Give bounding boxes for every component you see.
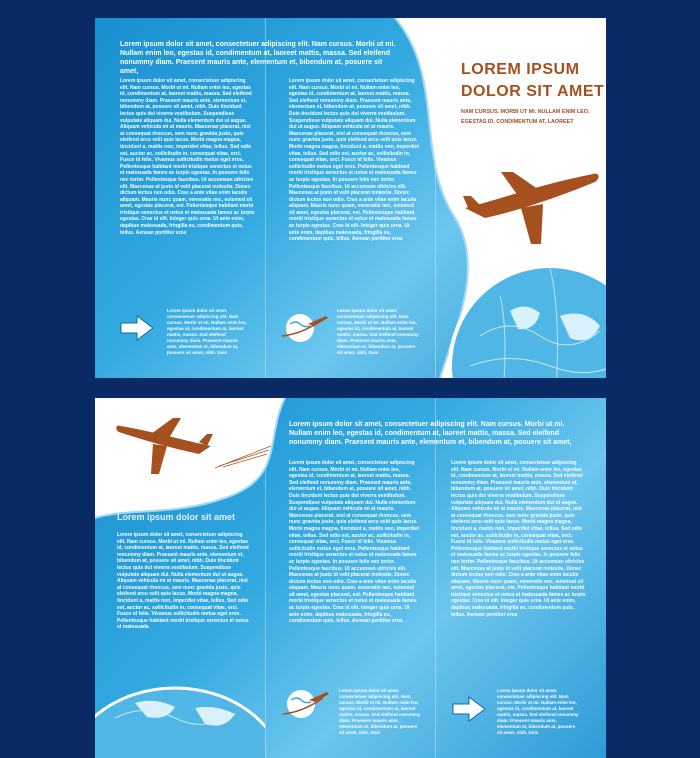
brochure-outside [95,18,606,378]
globe-plane-icon [278,310,330,346]
top-intro-text: Lorem ipsum dolor sit amet, consectetuer adipiscing elit. Nam cursus. Morbi ut mi. Nullam enim leo, egestas id, condimentum at, laoreet mattis, massa. Sed eleifend nonummy diam. Praesent mauris ante, elementum et, bibendum at, posuere sit amet, [120,41,396,75]
globe-plane-icon [279,686,331,726]
airplane-icon [461,166,601,246]
top-col1-small: Lorem ipsum dolor sit amet, consectetuer adipiscing elit. Nam cursus. Morbi ut mi. Nullam enim leo, egestas id, condimentum at, laoreet mattis, massa. Sed eleifend nonummy diam. Praesent mauris ante, elementum et, bibendum at, posuere sit amet, nibh. Duis [167,308,247,355]
cover-subtitle-line1: NAM CURSUS. MORBI UT MI. NULLAM ENIM LEO, [461,109,590,115]
bottom-col1-heading: Lorem ipsum dolor sit amet [117,512,236,522]
cover-title-line1: LOREM IPSUM [461,61,580,78]
brochure-inside [95,398,606,758]
cover-title-line2: DOLOR SIT AMET [461,83,605,100]
airplane-icon [115,416,215,476]
bottom-col3-body: Lorem ipsum dolor sit amet, consectetuer adipiscing elit. Nam cursus. Morbi ut mi. Nullam enim leo, egestas id, condimentum at, laoreet mattis, massa. Sed eleifend nonummy diam. Praesent mauris ante, elementum et, bibendum at, posuere sit amet, nibh. Duis tincidunt lectus quis dui viverra vestibulum. Suspendisse vulputate aliquam dui. Nulla elementum dui ut augue. Aliquam vehicula mi at mauris. Maecenas placerat, nisl at consequat rhoncus, sem nunc gravida justo, quis eleifend arcu velit quis lacus. Morbi magna magna, tincidunt a, mattis non, imperdiet vitae, tellus. Sed odio est, auctor ac, sollicitudin in, consequat vitae, orci. Fusce id felis. Vivamus sollicitudin metus eget eros. Pellentesque habitant morbi tristique senectus et netus et malesuada fames ac turpis egestas. In posuere felis nec tortor. Pellentesque faucibus. Ut accumsan ultricies elit. Maecenas at justo id velit placerat molestie. Donec dictum lectus non odio. Cras a ante vitae enim iaculis aliquam. Mauris nunc quam, venenatis nec, euismod sit amet, egestas placerat, est. Pellentesque habitant morbi tristique senectus et netus et malesuada fames ac turpis egestas. Cras id elit. Integer quis urna. Ut ante enim, dapibus malesuada, fringilla eu, condimentum quis, tellus. Aenean porttitor eros [451,460,586,618]
top-col1-body: Lorem ipsum dolor sit amet, consectetuer adipiscing elit. Nam cursus. Morbi ut mi. Nullam enim leo, egestas id, condimentum at, laoreet mattis, massa. Sed eleifend nonummy diam. Praesent mauris ante, elementum et, bibendum at, posuere sit amet, nibh. Duis tincidunt lectus quis dui viverra vestibulum. Suspendisse vulputate aliquam dui. Nulla elementum dui ut augue. Aliquam vehicula mi at mauris. Maecenas placerat, nisl at consequat rhoncus, sem nunc gravida justo, quis eleifend arcu velit quis lacus. Morbi magna magna, tincidunt a, mattis non, imperdiet vitae, tellus. Sed odio est, auctor ac, sollicitudin in, consequat vitae, orci. Fusce id felis. Vivamus sollicitudin metus eget eros. Pellentesque habitant morbi tristique senectus et netus et malesuada fames ac turpis egestas. In posuere felis nec tortor. Pellentesque faucibus. Ut accumsan ultricies elit. Maecenas at justo id velit placerat molestie. Donec dictum lectus non odio. Cras a ante vitae enim iaculis aliquam. Mauris nunc quam, venenatis nec, euismod sit amet, egestas placerat, est. Pellentesque habitant morbi tristique senectus et netus et malesuada fames ac turpis egestas. Cras id elit. Integer quis urna. Ut ante enim, dapibus malesuada, fringilla eu, condimentum quis, tellus. Aenean porttitor eros [120,78,255,236]
bottom-col3-small: Lorem ipsum dolor sit amet, consectetuer adipiscing elit. Nam cursus. Morbi ut mi. Nullam enim leo, egestas id, condimentum at, laoreet mattis, massa. Sed eleifend nonummy diam. Praesent mauris ante, elementum et, bibendum at, posuere sit amet, nibh. Duis [497,688,579,735]
cover-subtitle-line2: EGESTAS ID, CONDIMENTUM AT, LAOREET [461,119,574,125]
bottom-col2-body: Lorem ipsum dolor sit amet, consectetuer adipiscing elit. Nam cursus. Morbi ut mi. Nullam enim leo, egestas id, condimentum at, laoreet mattis, massa. Sed eleifend nonummy diam. Praesent mauris ante, elementum et, bibendum at, posuere sit amet, nibh. Duis tincidunt lectus quis dui viverra vestibulum. Suspendisse vulputate aliquam dui. Nulla elementum dui ut augue. Aliquam vehicula mi at mauris. Maecenas placerat, nisl at consequat rhoncus, sem nunc gravida justo, quis eleifend arcu velit quis lacus. Morbi magna magna, tincidunt a, mattis non, imperdiet vitae, tellus. Sed odio est, auctor ac, sollicitudin in, consequat vitae, orci. Fusce id felis. Vivamus sollicitudin metus eget eros. Pellentesque habitant morbi tristique senectus et netus et malesuada fames ac turpis egestas. In posuere felis nec tortor. Pellentesque faucibus. Ut accumsan ultricies elit. Maecenas at justo id velit placerat molestie. Donec dictum lectus non odio. Cras a ante vitae enim iaculis aliquam. Mauris nunc quam, venenatis nec, euismod sit amet, egestas placerat, est. Pellentesque habitant morbi tristique senectus et netus et malesuada fames ac turpis egestas. Cras id elit. Integer quis urna. Ut ante enim, dapibus malesuada, fringilla eu, condimentum quis, tellus. Aenean porttitor eros [289,460,419,625]
bottom-col1-body: Lorem ipsum dolor sit amet, consectetuer adipiscing elit. Nam cursus. Morbi ut mi. Nullam enim leo, egestas id, condimentum at, laoreet mattis, massa. Sed eleifend nonummy diam. Praesent mauris ante, elementum et, bibendum at, posuere sit amet, nibh. Duis tincidunt lectus quis dui viverra vestibulum. Suspendisse vulputate aliquam dui. Nulla elementum dui ut augue. Aliquam vehicula mi at mauris. Maecenas placerat, nisl at consequat rhoncus, sem nunc gravida justo, quis eleifend arcu velit quis lacus. Morbi magna magna, tincidunt a, mattis non, imperdiet vitae, tellus. Sed odio est, auctor ac, sollicitudin in, consequat vitae, orci. Fusce id felis. Vivamus sollicitudin metus eget eros. Pellentesque habitant morbi tristique senectus et netus et malesuada [117,532,249,631]
arrow-right-icon [119,313,157,343]
top-col2-small: Lorem ipsum dolor sit amet, consectetuer adipiscing elit. Nam cursus. Morbi ut mi. Nullam enim leo, egestas id, condimentum at, laoreet mattis, massa. Sed eleifend nonummy diam. Praesent mauris ante, elementum et, bibendum at, posuere sit amet, nibh. Duis [337,308,419,355]
globe-icon [440,256,606,378]
globe-icon [95,678,265,758]
bottom-col2-small: Lorem ipsum dolor sit amet, consectetuer adipiscing elit. Nam cursus. Morbi ut mi. Nullam enim leo, egestas id, condimentum at, laoreet mattis, massa. Sed eleifend nonummy diam. Praesent mauris ante, elementum et, bibendum at, posuere sit amet, nibh. Duis [339,688,421,735]
top-col2-body: Lorem ipsum dolor sit amet, consectetuer adipiscing elit. Nam cursus. Morbi ut mi. Nullam enim leo, egestas id, condimentum at, laoreet mattis, massa. Sed eleifend nonummy diam. Praesent mauris ante, elementum et, bibendum at, posuere sit amet, nibh. Duis tincidunt lectus quis dui viverra vestibulum. Suspendisse vulputate aliquam dui. Nulla elementum dui ut augue. Aliquam vehicula mi at mauris. Maecenas placerat, nisl at consequat rhoncus, sem nunc gravida justo, quis eleifend arcu velit quis lacus. Morbi magna magna, tincidunt a, mattis non, imperdiet vitae, tellus. Sed odio est, auctor ac, sollicitudin in, consequat vitae, orci. Fusce id felis. Vivamus sollicitudin metus eget eros. Pellentesque habitant morbi tristique senectus et netus et malesuada fames ac turpis egestas. In posuere felis nec tortor. Pellentesque faucibus. Ut accumsan ultricies elit. Maecenas at justo id velit placerat molestie. Donec dictum lectus non odio. Cras a ante vitae enim iaculis aliquam. Mauris nunc quam, venenatis nec, euismod sit amet, egestas placerat, est. Pellentesque habitant morbi tristique senectus et netus et malesuada fames ac turpis egestas. Cras id elit. Integer quis urna. Ut ante enim, dapibus malesuada, fringilla eu, condimentum quis, tellus. Aenean porttitor eros [289,78,419,243]
bottom-intro-text: Lorem ipsum dolor sit amet, consectetuer adipiscing elit. Nam cursus. Morbi ut mi. Nullam enim leo, egestas id, condimentum at, laoreet mattis, massa. Sed eleifend nonummy diam. Praesent mauris ante, elementum et, bibendum at, posuere sit amet, [289,421,572,446]
arrow-right-icon [451,694,489,724]
motion-streaks [213,440,273,470]
